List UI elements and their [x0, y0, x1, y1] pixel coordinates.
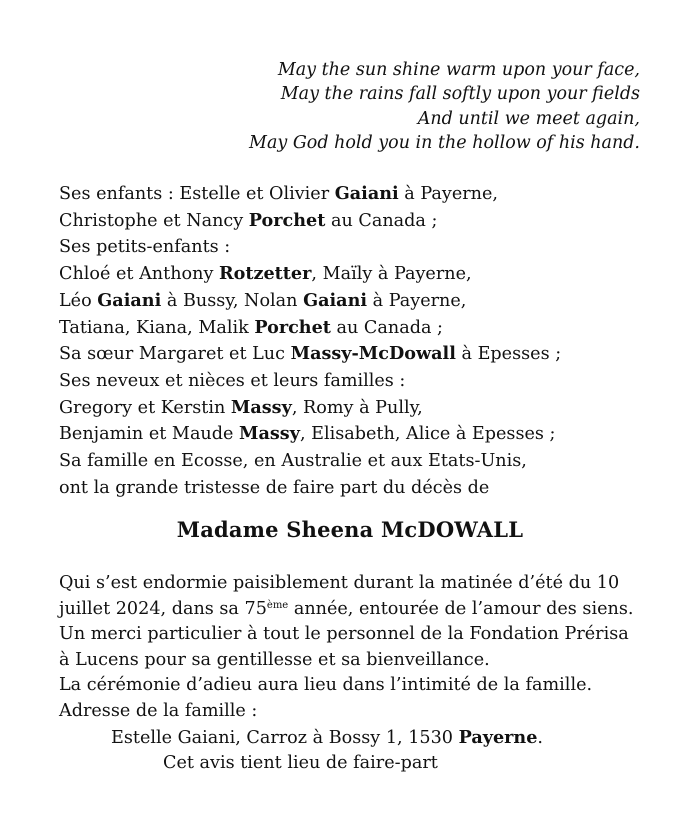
family-line: Tatiana, Kiana, Malik Porchet au Canada ; [59, 316, 443, 338]
deceased-name: Madame Sheena McDOWALL [176, 517, 524, 542]
family-line: Benjamin et Maude Massy, Elisabeth, Alice à Epesses ; [59, 423, 556, 445]
poem-line: May the rains fall softly upon your fields [280, 84, 640, 105]
notice-line: Qui s’est endormie paisiblement durant la matinée d’été du 10 [59, 573, 620, 593]
closing-line: Cet avis tient lieu de faire-part [163, 753, 438, 774]
family-line: Gregory et Kerstin Massy, Romy à Pully, [59, 396, 423, 418]
poem-line: May the sun shine warm upon your face, [277, 60, 640, 80]
family-address: Estelle Gaiani, Carroz à Bossy 1, 1530 Payerne. [111, 726, 544, 748]
family-line: Ses enfants : Estelle et Olivier Gaiani à Payerne, [59, 183, 499, 204]
family-announcement [59, 181, 561, 501]
family-line: Sa sœur Margaret et Luc Massy-McDowall à Epesses ; [59, 343, 562, 365]
family-line: Ses neveux et nièces et leurs familles : [59, 370, 406, 391]
family-line: Ses petits-enfants : [59, 237, 231, 258]
notice-line: Un merci particulier à tout le personnel de la Fondation Prérisa [59, 624, 629, 645]
notice-line: juillet 2024, dans sa 75ème année, entourée de l’amour des siens. [59, 598, 634, 619]
poem-line: And until we meet again, [417, 108, 640, 129]
notice-line: Adresse de la famille : [59, 700, 258, 721]
family-line: Sa famille en Ecosse, en Australie et aux Etats-Unis, [59, 451, 527, 472]
notice-text [59, 571, 633, 777]
family-line: Léo Gaiani à Bussy, Nolan Gaiani à Payerne, [59, 289, 467, 311]
poem-verse [249, 58, 640, 155]
family-line: ont la grande tristesse de faire part du décès de [59, 477, 490, 498]
poem-line: May God hold you in the hollow of his hand. [249, 132, 640, 153]
family-line: Chloé et Anthony Rotzetter, Maïly à Payerne, [59, 263, 472, 285]
family-line: Christophe et Nancy Porchet au Canada ; [59, 209, 438, 231]
notice-line: La cérémonie d’adieu aura lieu dans l’intimité de la famille. [59, 675, 593, 696]
ordinal-superscript: ème [266, 599, 289, 611]
notice-line: à Lucens pour sa gentillesse et sa bienveillance. [59, 649, 490, 670]
